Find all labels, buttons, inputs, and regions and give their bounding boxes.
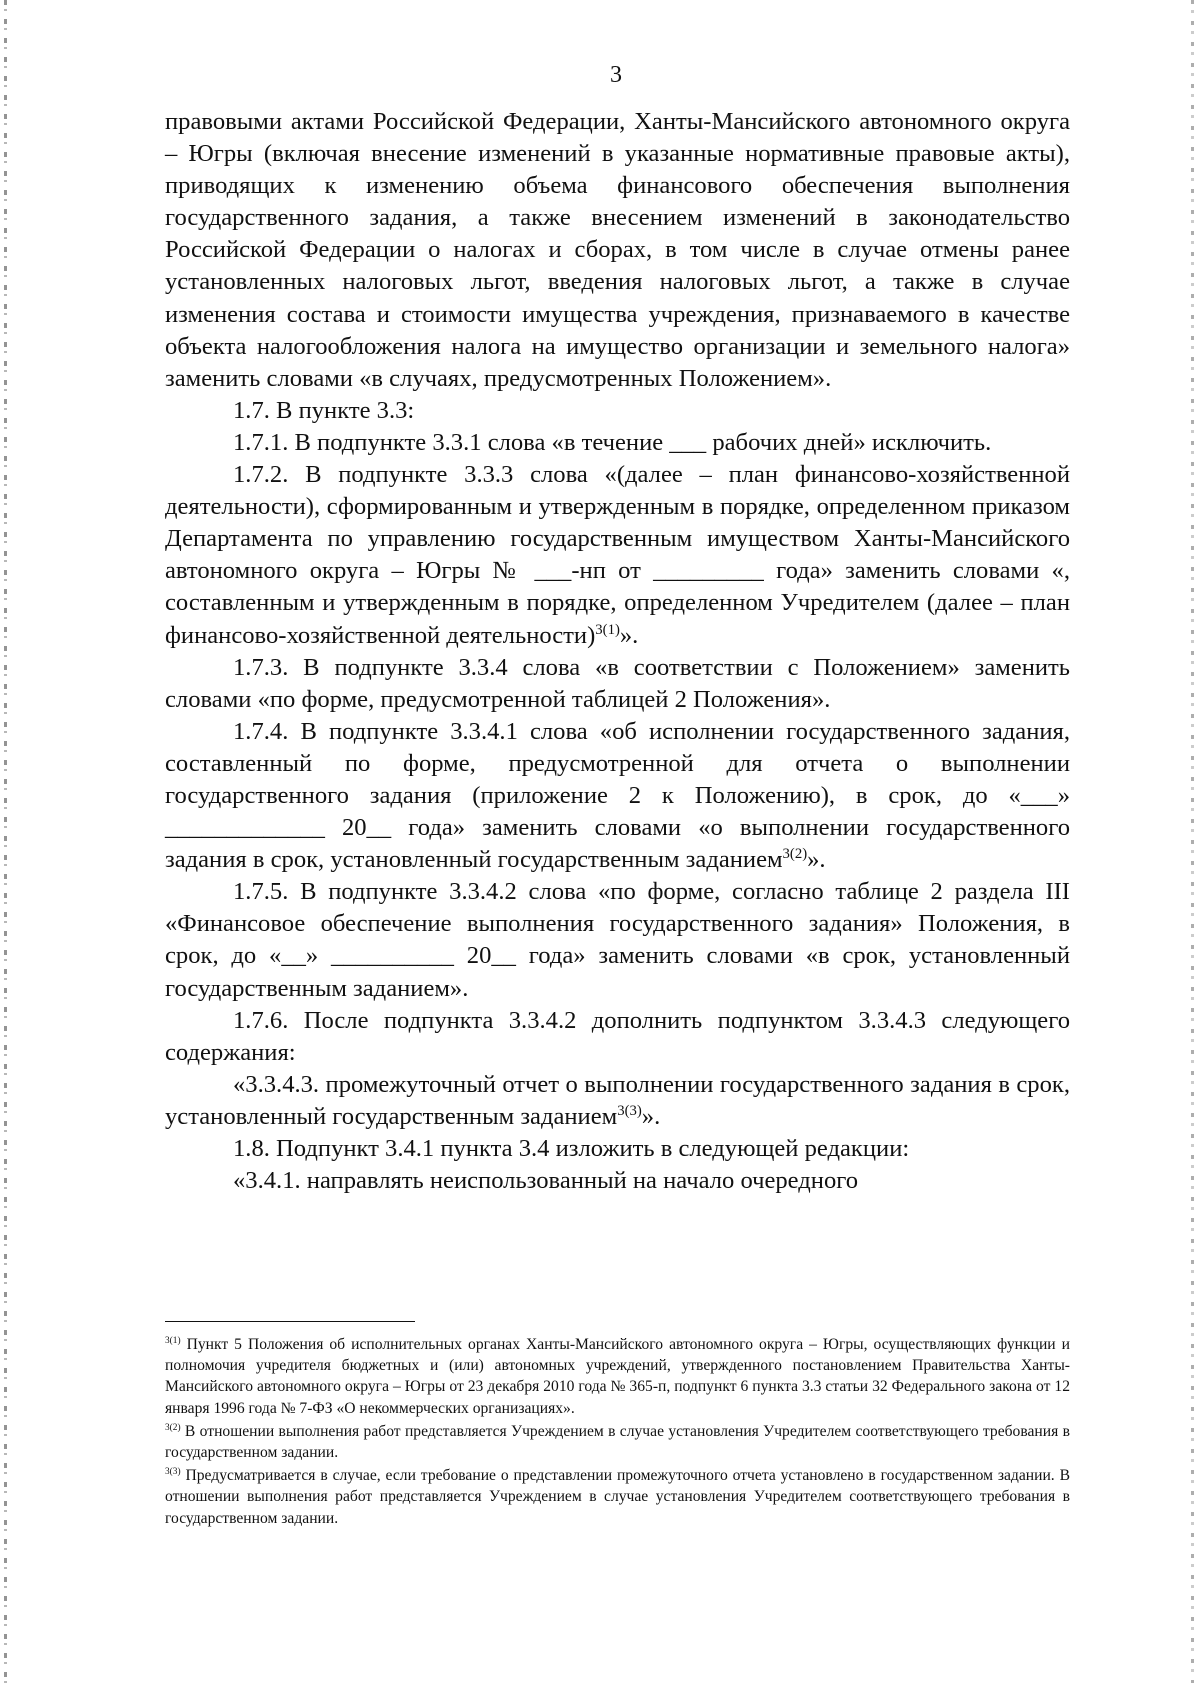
- footnote-3-1-text: Пункт 5 Положения об исполнительных органах Ханты-Мансийского автономного округа – Югры, осуществляющих функции и полномочия учредителя бюджетных и (или) автономных учреждений, утвержденного постановлением Правительства Ханты-Мансийского автономного округа – Югры от 23 декабря 2010 года № 365-п, подпункт 6 пункта 3.3 статьи 32 Федерального закона от 12 января 1996 года № 7-ФЗ «О некоммерческих организациях».: [165, 1336, 1070, 1417]
- document-body: [165, 106, 1070, 1197]
- footnote-mark-3-3: 3(3): [165, 1467, 181, 1478]
- paragraph-1-7-2: [165, 459, 1070, 652]
- paragraph-3-3-4-3-text: «3.3.4.3. промежуточный отчет о выполнении государственного задания в срок, установленный государственным заданием: [165, 1070, 1070, 1130]
- scan-edge-left: [4, 0, 7, 1683]
- paragraph-continuation: правовыми актами Российской Федерации, Ханты-Мансийского автономного округа – Югры (включая внесение изменений в указанные нормативные правовые акты), приводящих к изменению объема финансового обеспечения выполнения государственного задания, а также внесением изменений в законодательство Российской Федерации о налогах и сборах, в том числе в случае отмены ранее установленных налоговых льгот, введения налоговых льгот, а также в случае изменения состава и стоимости имущества учреждения, признаваемого в качестве объекта налогообложения налога на имущество организации и земельного налога» заменить словами «в случаях, предусмотренных Положением».: [165, 108, 1070, 392]
- paragraph-1-7-2-text: 1.7.2. В подпункте 3.3.3 слова «(далее – план финансово-хозяйственной деятельности), сформированным и утвержденным в порядке, определенном приказом Департамента по управлению государственным имуществом Ханты-Мансийского автономного округа – Югры № ___-нп от _________ года» заменить словами «, составленным и утвержденным в порядке, определенном Учредителем (далее – план финансово-хозяйственной деятельности): [165, 461, 1070, 649]
- footnote-separator: [165, 1321, 415, 1322]
- paragraph-1-8: 1.8. Подпункт 3.4.1 пункта 3.4 изложить в следующей редакции:: [233, 1135, 910, 1162]
- footnote-3-2: [165, 1421, 1070, 1463]
- paragraph-3-3-4-3: [165, 1069, 1070, 1133]
- footnote-mark-3-1: 3(1): [165, 1335, 181, 1346]
- paragraph-1-7-2-end: ».: [619, 621, 639, 649]
- paragraph-1-7-4-text: 1.7.4. В подпункте 3.3.4.1 слова «об исполнении государственного задания, составленный по форме, предусмотренной для отчета о выполнении государственного задания (приложение 2 к Положению), в срок, до «___» _____________ 20__ года» заменить словами «о выполнении государственного задания в срок, установленный государственным заданием: [165, 717, 1070, 874]
- footnote-ref-3-3: 3(3): [617, 1102, 642, 1119]
- paragraph-1-7: 1.7. В пункте 3.3:: [233, 396, 415, 424]
- footnote-mark-3-2: 3(2): [165, 1422, 181, 1433]
- footnote-3-1: [165, 1334, 1070, 1419]
- paragraph-1-7-5: 1.7.5. В подпункте 3.3.4.2 слова «по форме, согласно таблице 2 раздела III «Финансовое обеспечение выполнения государственного задания» Положения, в срок, до «__» __________ 20__ года» заменить словами «в срок, установленный государственным заданием».: [165, 878, 1070, 1002]
- paragraph-1-7-1: 1.7.1. В подпункте 3.3.1 слова «в течение ___ рабочих дней» исключить.: [233, 428, 992, 456]
- footnote-3-3: [165, 1465, 1070, 1529]
- footnotes: [165, 1334, 1070, 1531]
- footnote-3-2-text: В отношении выполнения работ представляется Учреждением в случае установления Учредителем соответствующего требования в государственном задании.: [165, 1422, 1070, 1462]
- footnote-ref-3-2: 3(2): [782, 845, 808, 862]
- paragraph-3-3-4-3-end: ».: [641, 1102, 661, 1130]
- paragraph-1-7-3: 1.7.3. В подпункте 3.3.4 слова «в соответствии с Положением» заменить словами «по форме, предусмотренной таблицей 2 Положения».: [165, 653, 1070, 713]
- page-number: 3: [610, 62, 622, 88]
- footnote-ref-3-1: 3(1): [595, 621, 620, 638]
- scan-edge-right: [1191, 0, 1194, 1683]
- paragraph-1-7-4: [165, 716, 1070, 876]
- paragraph-3-4-1: «3.4.1. направлять неиспользованный на начало очередного: [233, 1167, 859, 1195]
- footnote-3-3-text: Предусматривается в случае, если требование о представлении промежуточного отчета установлено в государственном задании. В отношении выполнения работ представляется Учреждением в случае установления Учредителем соответствующего требования в государственном задании.: [165, 1467, 1070, 1527]
- paragraph-1-7-4-end: ».: [807, 846, 826, 874]
- paragraph-1-7-6: 1.7.6. После подпункта 3.3.4.2 дополнить подпунктом 3.3.4.3 следующего содержания:: [165, 1006, 1070, 1066]
